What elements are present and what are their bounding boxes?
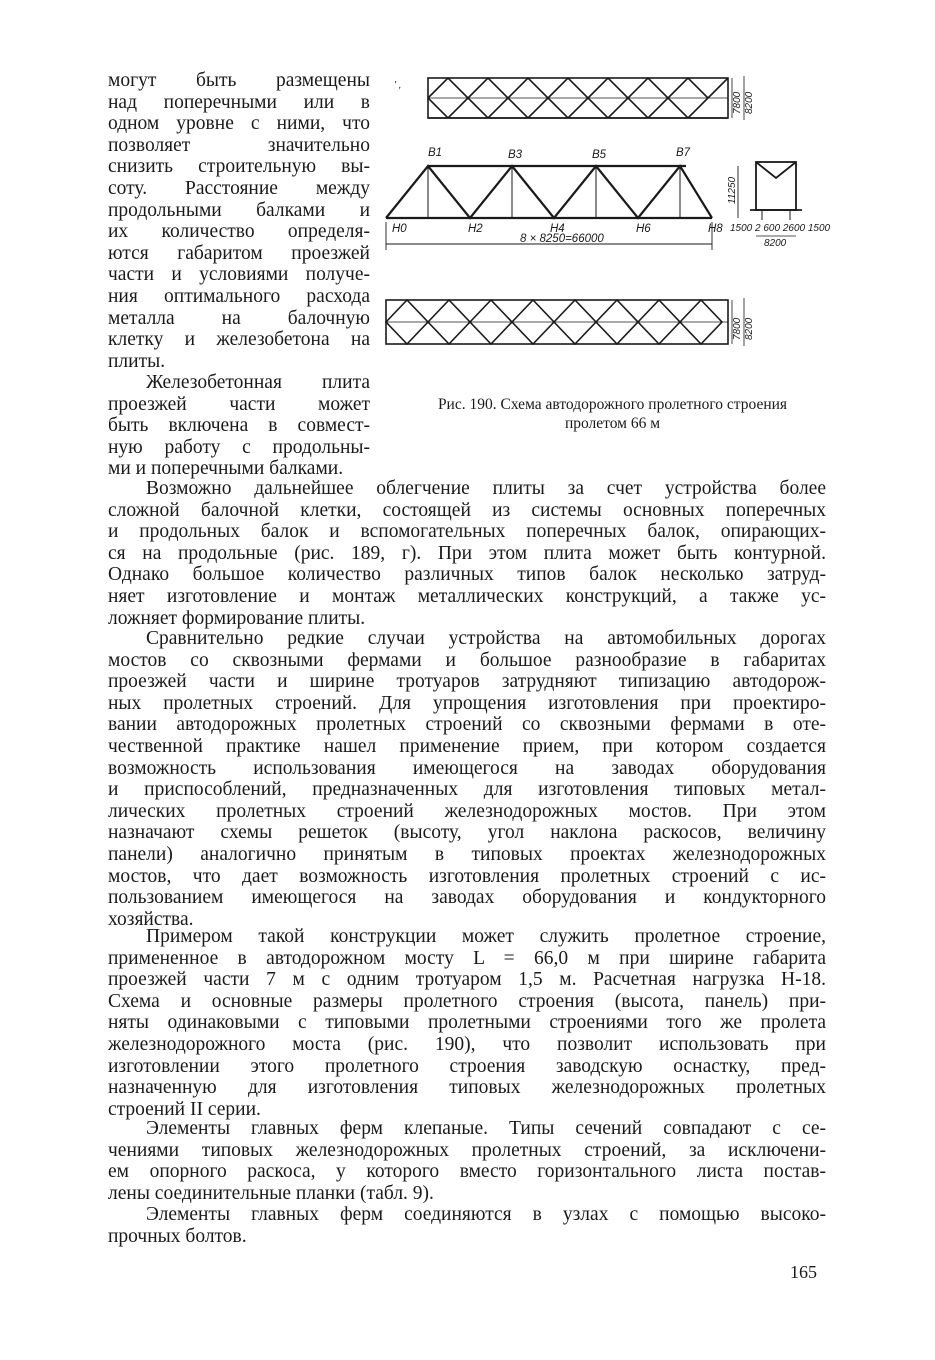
text-line: Элементы главных ферм клепаные. Типы сечений совпадают с се- [146,1118,826,1139]
text-line: ния оптимального расхода [108,285,370,307]
node-h0: Н0 [392,223,407,235]
text-line: сложной балочной клетки, состоящей из системы основных поперечных [108,499,826,521]
text-line: ся на продольные (рис. 189, г). При этом плита может быть контурной. [108,542,826,564]
text-line: Сравнительно редкие случаи устройства на автомобильных дорогах [146,628,826,649]
page-number: 165 [790,1262,817,1282]
text-line: Железобетонная плита [146,372,370,393]
text-line: металла на балочную [108,307,370,329]
text-line: одном уровне с ними, что [108,113,370,135]
paragraph-body-4 [108,1118,826,1204]
node-h2: Н2 [468,223,483,235]
node-b3: В3 [508,149,523,161]
text-line: проезжей части и ширине тротуаров затрудняют типизацию автодорож- [108,671,826,693]
node-b7: В7 [676,147,691,159]
text-line: изготовлении этого пролетного строения заводскую оснастку, пред- [108,1055,826,1077]
text-line: мостов, что дает возможность изготовления пролетных строений с ис- [108,865,826,887]
node-b5: В5 [592,149,607,161]
node-h4: Н4 [550,223,565,235]
text-line: хозяйства. [108,908,194,930]
text-line: над поперечными или в [108,91,370,113]
truss-figure [380,70,830,370]
text-line: пользованием имеющегося на заводах оборудования и кондукторного [108,887,826,909]
height-dim-11250: 11250 [727,176,738,204]
text-line: Возможно дальнейшее облегчение плиты за счет устройства более [146,478,826,499]
text-line: лических пролетных строений железнодорожных мостов. При этом [108,800,826,822]
text-line: назначают схемы решеток (высоту, угол наклона раскосов, величину [108,822,826,844]
caption-line-2: пролетом 66 м [564,415,661,432]
bottom-dim-7800: 7800 [732,317,743,340]
text-line: чественной практике нашел применение прием, при котором создается [108,735,826,757]
text-line: чениями типовых железнодорожных пролетных строений, за исключени- [108,1139,826,1161]
text-line: и продольных балок и вспомогательных поперечных балок, опирающих- [108,521,826,543]
span-dimension: 8 × 8250=66000 [520,233,604,245]
paragraph-column-2 [108,372,370,480]
text-line: назначенную для изготовления типовых железнодорожных пролетных [108,1077,826,1099]
text-line: ми и поперечными балками. [108,458,344,480]
text-line: Примером такой конструкции может служить пролетное строение, [146,926,826,947]
text-line: могут быть размещены [108,70,370,91]
text-line: прочных болтов. [108,1225,247,1247]
text-line: и приспособлений, предназначенных для изготовления типовых метал- [108,779,826,801]
section-dims: 1500 2 600 2600 1500 [730,223,830,234]
text-line: Схема и основные размеры пролетного строения (высота, панель) при- [108,990,826,1012]
truss-elevation [386,166,712,218]
text-line: Элементы главных ферм соединяются в узлах с помощью высоко- [146,1204,826,1225]
bottom-dim-8200: 8200 [744,317,755,340]
text-line: их количество определя- [108,221,370,243]
text-line: позволяет значительно [108,134,370,156]
text-line: панели) аналогично принятым в типовых проектах железнодорожных [108,843,826,865]
stray-mark: ' , [394,80,402,91]
figure-caption [390,395,835,433]
bottom-plan-view [386,298,744,346]
top-dim-8200: 8200 [744,91,755,114]
text-line: няты одинаковыми с типовыми пролетными строениями того же пролета [108,1012,826,1034]
text-line: проезжей части может [108,393,370,415]
paragraph-column-1 [108,70,370,372]
text-line: ных пролетных строений. Для упрощения изготовления при проектиро- [108,692,826,714]
caption-line-1: Рис. 190. Схема автодорожного пролетного строения [437,396,788,413]
text-line: Однако большое количество различных типов балок несколько затруд- [108,564,826,586]
text-line: снизить строительную вы- [108,156,370,178]
text-line: соту. Расстояние между [108,177,370,199]
node-h8: Н8 [708,223,723,235]
text-line: ются габаритом проезжей [108,242,370,264]
paragraph-body-2 [108,628,826,930]
paragraph-body-3 [108,926,826,1120]
text-line: няет изготовление и монтаж металлических конструкций, а также ус- [108,585,826,607]
node-b1: В1 [428,147,443,159]
text-line: вании автодорожных пролетных строений со сквозными фермами в оте- [108,714,826,736]
text-line: примененное в автодорожном мосту L = 66,0 м при ширине габарита [108,947,826,969]
text-line: строений II серии. [108,1098,261,1120]
text-line: продольными балками и [108,199,370,221]
text-line: проезжей части 7 м с одним тротуаром 1,5 м. Расчетная нагрузка Н-18. [108,969,826,991]
paragraph-body-5 [108,1204,826,1247]
top-plan-view [428,76,744,120]
text-line: быть включена в совмест- [108,415,370,437]
text-line: плиты. [108,350,166,372]
paragraph-body-1 [108,478,826,629]
text-line: части и условиями получе- [108,264,370,286]
top-dim-7800: 7800 [732,91,743,114]
node-h6: Н6 [636,223,651,235]
text-line: ем опорного раскоса, у которого вместо горизонтального листа постав- [108,1161,826,1183]
text-line: ную работу с продольны- [108,436,370,458]
text-line: клетку и железобетона на [108,329,370,351]
text-line: лены соединительные планки (табл. 9). [108,1182,434,1204]
text-line: мостов со сквозными фермами и большое разнообразие в габаритах [108,649,826,671]
section-bottom-dim: 8200 [764,238,787,249]
text-line: железнодорожного моста (рис. 190), что позволит использовать при [108,1033,826,1055]
text-line: возможность использования имеющегося на заводах оборудования [108,757,826,779]
text-line: ложняет формирование плиты. [108,607,366,629]
